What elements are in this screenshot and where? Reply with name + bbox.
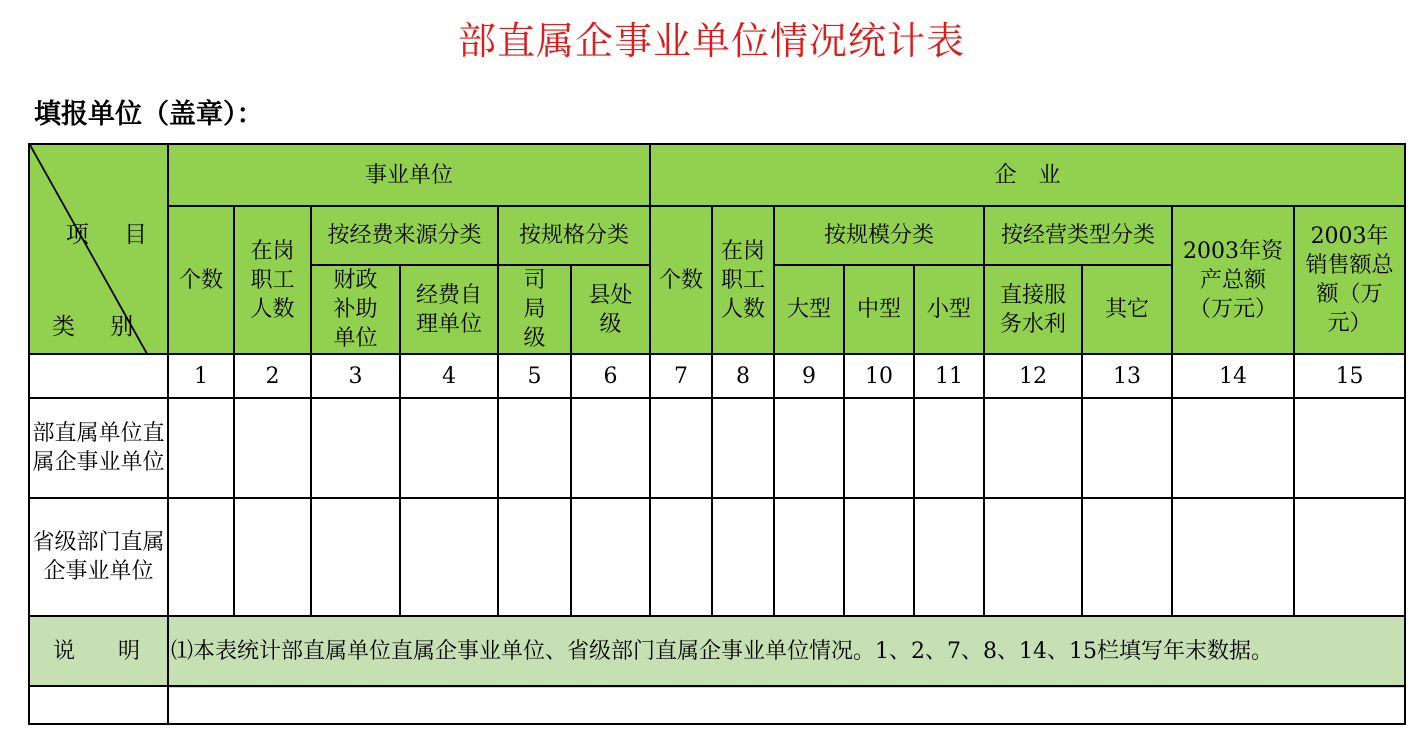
- number-row-label: [29, 354, 168, 398]
- column-number: 6: [571, 354, 650, 398]
- column-number: 3: [311, 354, 400, 398]
- data-cell[interactable]: [914, 498, 984, 616]
- data-cell[interactable]: [650, 498, 712, 616]
- column-number: 14: [1172, 354, 1294, 398]
- data-cell[interactable]: [984, 498, 1082, 616]
- data-cell[interactable]: [498, 498, 571, 616]
- data-cell[interactable]: [774, 398, 844, 498]
- data-cell[interactable]: [844, 398, 914, 498]
- fiscal-subsidy-header: 财政补助单位: [311, 265, 400, 354]
- column-number: 9: [774, 354, 844, 398]
- corner-item-label: 项 目: [65, 222, 161, 248]
- data-cell[interactable]: [168, 398, 234, 498]
- scale-header: 按规模分类: [774, 206, 984, 265]
- shiye-count-header: 个数: [168, 206, 234, 354]
- water-service-header: 直接服务水利: [984, 265, 1082, 354]
- data-cell[interactable]: [311, 398, 400, 498]
- qiye-count-header: 个数: [650, 206, 712, 354]
- data-cell[interactable]: [1082, 398, 1172, 498]
- shiye-group-header: 事业单位: [168, 144, 650, 206]
- column-number: 1: [168, 354, 234, 398]
- assets-header: 2003年资产总额（万元）: [1172, 206, 1294, 354]
- fill-unit-label: 填报单位（盖章）：: [34, 99, 264, 130]
- data-cell[interactable]: [311, 498, 400, 616]
- data-cell[interactable]: [571, 498, 650, 616]
- data-cell[interactable]: [914, 398, 984, 498]
- other-header: 其它: [1082, 265, 1172, 354]
- small-header: 小型: [914, 265, 984, 354]
- column-number: 13: [1082, 354, 1172, 398]
- statistics-table: [28, 143, 1406, 725]
- data-cell[interactable]: [1082, 498, 1172, 616]
- large-header: 大型: [774, 265, 844, 354]
- funding-source-header: 按经费来源分类: [311, 206, 498, 265]
- column-number: 8: [712, 354, 774, 398]
- note-text: ⑴本表统计部直属单位直属企事业单位、省级部门直属企事业单位情况。1、2、7、8、14、15栏填写年末数据。: [168, 616, 1405, 686]
- bureau-level-header: 司局级: [498, 265, 571, 354]
- data-cell[interactable]: [168, 498, 234, 616]
- column-number: 2: [234, 354, 311, 398]
- data-cell[interactable]: [984, 398, 1082, 498]
- grade-header: 按规格分类: [498, 206, 650, 265]
- column-number: 12: [984, 354, 1082, 398]
- column-number: 10: [844, 354, 914, 398]
- data-cell[interactable]: [1294, 398, 1405, 498]
- data-cell[interactable]: [774, 498, 844, 616]
- county-level-header: 县处级: [571, 265, 650, 354]
- column-number: 4: [400, 354, 498, 398]
- sales-header: 2003年销售额总额（万元）: [1294, 206, 1405, 354]
- blank-cell: [29, 686, 168, 724]
- corner-header-cell: [29, 144, 168, 354]
- data-cell[interactable]: [400, 398, 498, 498]
- qiye-group-header: 企 业: [650, 144, 1405, 206]
- column-number: 7: [650, 354, 712, 398]
- column-number: 11: [914, 354, 984, 398]
- data-cell[interactable]: [234, 498, 311, 616]
- data-cell[interactable]: [1172, 498, 1294, 616]
- blank-cell: [168, 686, 1405, 724]
- data-cell[interactable]: [400, 498, 498, 616]
- data-cell[interactable]: [712, 498, 774, 616]
- medium-header: 中型: [844, 265, 914, 354]
- data-cell[interactable]: [498, 398, 571, 498]
- page-title: 部直属企事业单位情况统计表: [457, 19, 965, 63]
- data-cell[interactable]: [1294, 498, 1405, 616]
- qiye-staff-header: 在岗职工人数: [712, 206, 774, 354]
- self-funded-header: 经费自理单位: [400, 265, 498, 354]
- data-cell[interactable]: [650, 398, 712, 498]
- shiye-staff-header: 在岗职工人数: [234, 206, 311, 354]
- column-number: 15: [1294, 354, 1405, 398]
- data-cell[interactable]: [1172, 398, 1294, 498]
- row-label: 部直属单位直属企事业单位: [29, 398, 168, 498]
- data-cell[interactable]: [571, 398, 650, 498]
- column-number: 5: [498, 354, 571, 398]
- corner-category-label: 类 别: [52, 314, 148, 340]
- table-row: [29, 498, 1405, 616]
- note-label: 说 明: [29, 616, 168, 686]
- table-row: [29, 398, 1405, 498]
- data-cell[interactable]: [712, 398, 774, 498]
- business-type-header: 按经营类型分类: [984, 206, 1172, 265]
- data-cell[interactable]: [844, 498, 914, 616]
- data-cell[interactable]: [234, 398, 311, 498]
- row-label: 省级部门直属企事业单位: [29, 498, 168, 616]
